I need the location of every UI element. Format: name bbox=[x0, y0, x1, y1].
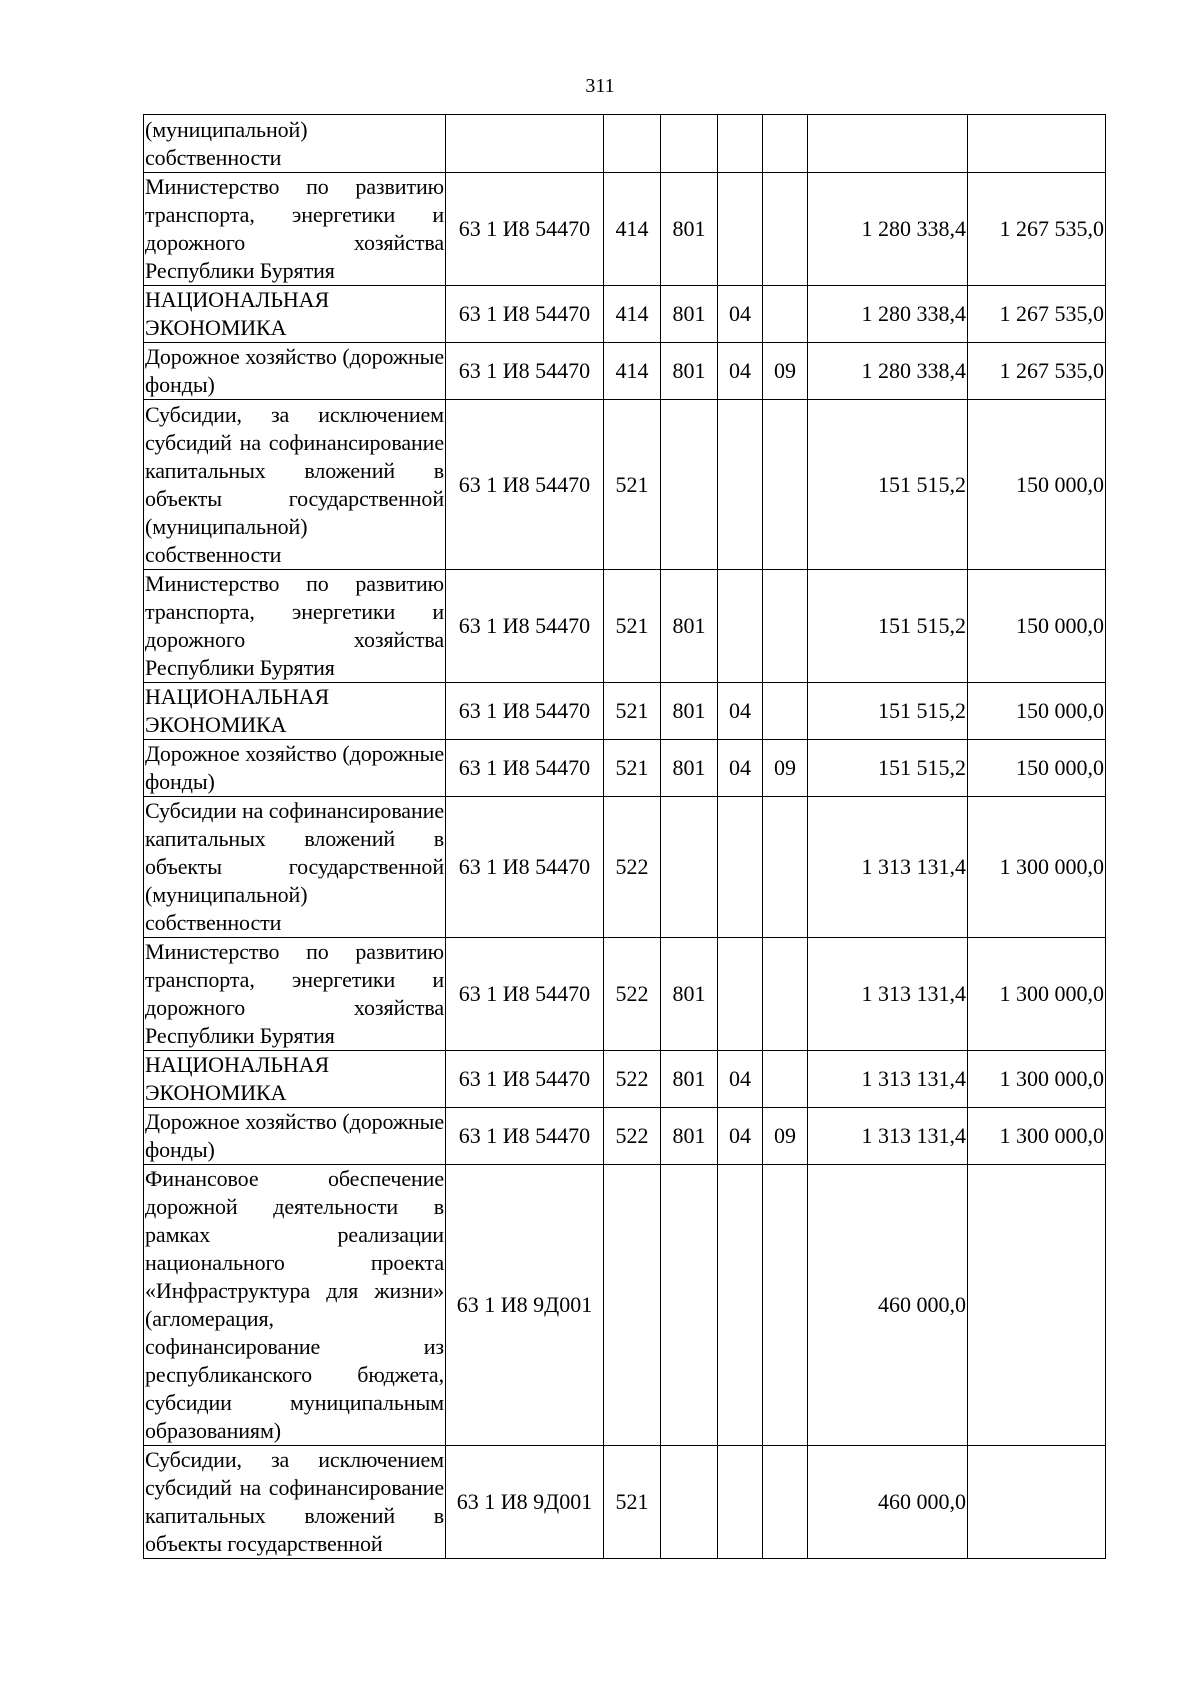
table-row bbox=[144, 1165, 1106, 1446]
cell-expense-type bbox=[604, 1165, 661, 1446]
cell-subsection bbox=[763, 570, 808, 683]
cell-sum-year-2: 1 300 000,0 bbox=[968, 1051, 1106, 1108]
cell-target-code: 63 1 И8 54470 bbox=[446, 740, 604, 797]
cell-target-code: 63 1 И8 54470 bbox=[446, 343, 604, 400]
cell-expense-type: 521 bbox=[604, 1446, 661, 1559]
table-row bbox=[144, 115, 1106, 173]
cell-ministry-code: 801 bbox=[661, 938, 718, 1051]
cell-sum-year-1: 1 313 131,4 bbox=[808, 1108, 968, 1165]
cell-name: Субсидии, за исключением субсидий на софинансирование капитальных вложений в объекты государственной bbox=[144, 1446, 446, 1559]
cell-subsection bbox=[763, 173, 808, 286]
table-row bbox=[144, 740, 1106, 797]
cell-name: Министерство по развитию транспорта, энергетики и дорожного хозяйства Республики Бурятия bbox=[144, 173, 446, 286]
cell-sum-year-2: 1 267 535,0 bbox=[968, 173, 1106, 286]
cell-expense-type: 414 bbox=[604, 343, 661, 400]
cell-target-code bbox=[446, 115, 604, 173]
cell-subsection bbox=[763, 797, 808, 938]
cell-sum-year-1: 151 515,2 bbox=[808, 400, 968, 570]
cell-target-code: 63 1 И8 54470 bbox=[446, 1108, 604, 1165]
cell-name: Финансовое обеспечение дорожной деятельности в рамках реализации национального проекта «Инфраструктура для жизни» (агломерация, софинансирование из республиканского бюджета, субсидии муниципальным образованиям) bbox=[144, 1165, 446, 1446]
cell-name: Министерство по развитию транспорта, энергетики и дорожного хозяйства Республики Бурятия bbox=[144, 938, 446, 1051]
cell-name: Дорожное хозяйство (дорожные фонды) bbox=[144, 740, 446, 797]
cell-subsection bbox=[763, 286, 808, 343]
cell-subsection bbox=[763, 1446, 808, 1559]
cell-expense-type: 522 bbox=[604, 938, 661, 1051]
cell-sum-year-1: 151 515,2 bbox=[808, 740, 968, 797]
cell-subsection bbox=[763, 1051, 808, 1108]
cell-section: 04 bbox=[718, 740, 763, 797]
cell-name: НАЦИОНАЛЬНАЯ ЭКОНОМИКА bbox=[144, 286, 446, 343]
cell-sum-year-2: 1 267 535,0 bbox=[968, 286, 1106, 343]
cell-subsection bbox=[763, 1165, 808, 1446]
cell-sum-year-1: 1 313 131,4 bbox=[808, 938, 968, 1051]
cell-name: НАЦИОНАЛЬНАЯ ЭКОНОМИКА bbox=[144, 683, 446, 740]
cell-expense-type: 522 bbox=[604, 1051, 661, 1108]
cell-expense-type: 521 bbox=[604, 740, 661, 797]
cell-ministry-code: 801 bbox=[661, 570, 718, 683]
table-row bbox=[144, 1051, 1106, 1108]
cell-subsection bbox=[763, 400, 808, 570]
cell-subsection: 09 bbox=[763, 1108, 808, 1165]
cell-ministry-code: 801 bbox=[661, 740, 718, 797]
cell-sum-year-2: 150 000,0 bbox=[968, 683, 1106, 740]
cell-subsection bbox=[763, 683, 808, 740]
cell-sum-year-1: 1 280 338,4 bbox=[808, 343, 968, 400]
cell-ministry-code: 801 bbox=[661, 173, 718, 286]
cell-sum-year-2: 150 000,0 bbox=[968, 740, 1106, 797]
cell-expense-type: 414 bbox=[604, 173, 661, 286]
table-row bbox=[144, 683, 1106, 740]
table-body bbox=[144, 115, 1106, 1559]
cell-sum-year-2: 1 300 000,0 bbox=[968, 1108, 1106, 1165]
cell-sum-year-1: 460 000,0 bbox=[808, 1165, 968, 1446]
cell-target-code: 63 1 И8 54470 bbox=[446, 570, 604, 683]
table-row bbox=[144, 343, 1106, 400]
cell-target-code: 63 1 И8 54470 bbox=[446, 1051, 604, 1108]
cell-target-code: 63 1 И8 54470 bbox=[446, 938, 604, 1051]
table-row bbox=[144, 570, 1106, 683]
cell-section bbox=[718, 1165, 763, 1446]
cell-sum-year-1: 1 313 131,4 bbox=[808, 1051, 968, 1108]
cell-sum-year-2: 1 300 000,0 bbox=[968, 938, 1106, 1051]
cell-ministry-code bbox=[661, 400, 718, 570]
cell-sum-year-2: 150 000,0 bbox=[968, 570, 1106, 683]
cell-name: Дорожное хозяйство (дорожные фонды) bbox=[144, 1108, 446, 1165]
cell-ministry-code: 801 bbox=[661, 1051, 718, 1108]
cell-ministry-code bbox=[661, 1165, 718, 1446]
table-row bbox=[144, 286, 1106, 343]
table-row bbox=[144, 1108, 1106, 1165]
table-row bbox=[144, 797, 1106, 938]
cell-sum-year-1: 1 313 131,4 bbox=[808, 797, 968, 938]
cell-expense-type: 521 bbox=[604, 683, 661, 740]
cell-name: Дорожное хозяйство (дорожные фонды) bbox=[144, 343, 446, 400]
cell-sum-year-1: 1 280 338,4 bbox=[808, 286, 968, 343]
cell-name: Министерство по развитию транспорта, энергетики и дорожного хозяйства Республики Бурятия bbox=[144, 570, 446, 683]
cell-subsection: 09 bbox=[763, 343, 808, 400]
cell-section bbox=[718, 570, 763, 683]
cell-expense-type: 522 bbox=[604, 1108, 661, 1165]
cell-section bbox=[718, 400, 763, 570]
cell-expense-type: 521 bbox=[604, 570, 661, 683]
cell-name: Субсидии, за исключением субсидий на софинансирование капитальных вложений в объекты государственной (муниципальной) собственности bbox=[144, 400, 446, 570]
cell-section: 04 bbox=[718, 1108, 763, 1165]
table-row bbox=[144, 173, 1106, 286]
table-row bbox=[144, 1446, 1106, 1559]
cell-section bbox=[718, 1446, 763, 1559]
cell-expense-type: 521 bbox=[604, 400, 661, 570]
cell-target-code: 63 1 И8 9Д001 bbox=[446, 1165, 604, 1446]
cell-expense-type: 414 bbox=[604, 286, 661, 343]
cell-sum-year-2 bbox=[968, 1165, 1106, 1446]
cell-name: НАЦИОНАЛЬНАЯ ЭКОНОМИКА bbox=[144, 1051, 446, 1108]
cell-sum-year-2: 150 000,0 bbox=[968, 400, 1106, 570]
cell-section bbox=[718, 797, 763, 938]
cell-ministry-code bbox=[661, 115, 718, 173]
cell-name: (муниципальной) собственности bbox=[144, 115, 446, 173]
cell-section bbox=[718, 173, 763, 286]
table-row bbox=[144, 400, 1106, 570]
budget-table bbox=[143, 114, 1106, 1559]
cell-ministry-code: 801 bbox=[661, 1108, 718, 1165]
cell-section: 04 bbox=[718, 683, 763, 740]
cell-target-code: 63 1 И8 9Д001 bbox=[446, 1446, 604, 1559]
cell-expense-type bbox=[604, 115, 661, 173]
cell-sum-year-2 bbox=[968, 1446, 1106, 1559]
cell-ministry-code bbox=[661, 1446, 718, 1559]
cell-subsection bbox=[763, 938, 808, 1051]
cell-target-code: 63 1 И8 54470 bbox=[446, 797, 604, 938]
cell-subsection bbox=[763, 115, 808, 173]
cell-section: 04 bbox=[718, 1051, 763, 1108]
cell-section: 04 bbox=[718, 343, 763, 400]
cell-ministry-code: 801 bbox=[661, 343, 718, 400]
page-number: 311 bbox=[585, 75, 615, 97]
cell-sum-year-1: 1 280 338,4 bbox=[808, 173, 968, 286]
cell-sum-year-1: 151 515,2 bbox=[808, 683, 968, 740]
cell-target-code: 63 1 И8 54470 bbox=[446, 683, 604, 740]
cell-subsection: 09 bbox=[763, 740, 808, 797]
cell-ministry-code: 801 bbox=[661, 286, 718, 343]
cell-section bbox=[718, 115, 763, 173]
cell-sum-year-1: 151 515,2 bbox=[808, 570, 968, 683]
cell-sum-year-1 bbox=[808, 115, 968, 173]
cell-target-code: 63 1 И8 54470 bbox=[446, 400, 604, 570]
cell-name: Субсидии на софинансирование капитальных вложений в объекты государственной (муниципальной) собственности bbox=[144, 797, 446, 938]
cell-section: 04 bbox=[718, 286, 763, 343]
cell-sum-year-2 bbox=[968, 115, 1106, 173]
table-row bbox=[144, 938, 1106, 1051]
cell-expense-type: 522 bbox=[604, 797, 661, 938]
cell-ministry-code: 801 bbox=[661, 683, 718, 740]
cell-target-code: 63 1 И8 54470 bbox=[446, 286, 604, 343]
cell-target-code: 63 1 И8 54470 bbox=[446, 173, 604, 286]
cell-sum-year-2: 1 267 535,0 bbox=[968, 343, 1106, 400]
cell-section bbox=[718, 938, 763, 1051]
cell-ministry-code bbox=[661, 797, 718, 938]
cell-sum-year-2: 1 300 000,0 bbox=[968, 797, 1106, 938]
cell-sum-year-1: 460 000,0 bbox=[808, 1446, 968, 1559]
